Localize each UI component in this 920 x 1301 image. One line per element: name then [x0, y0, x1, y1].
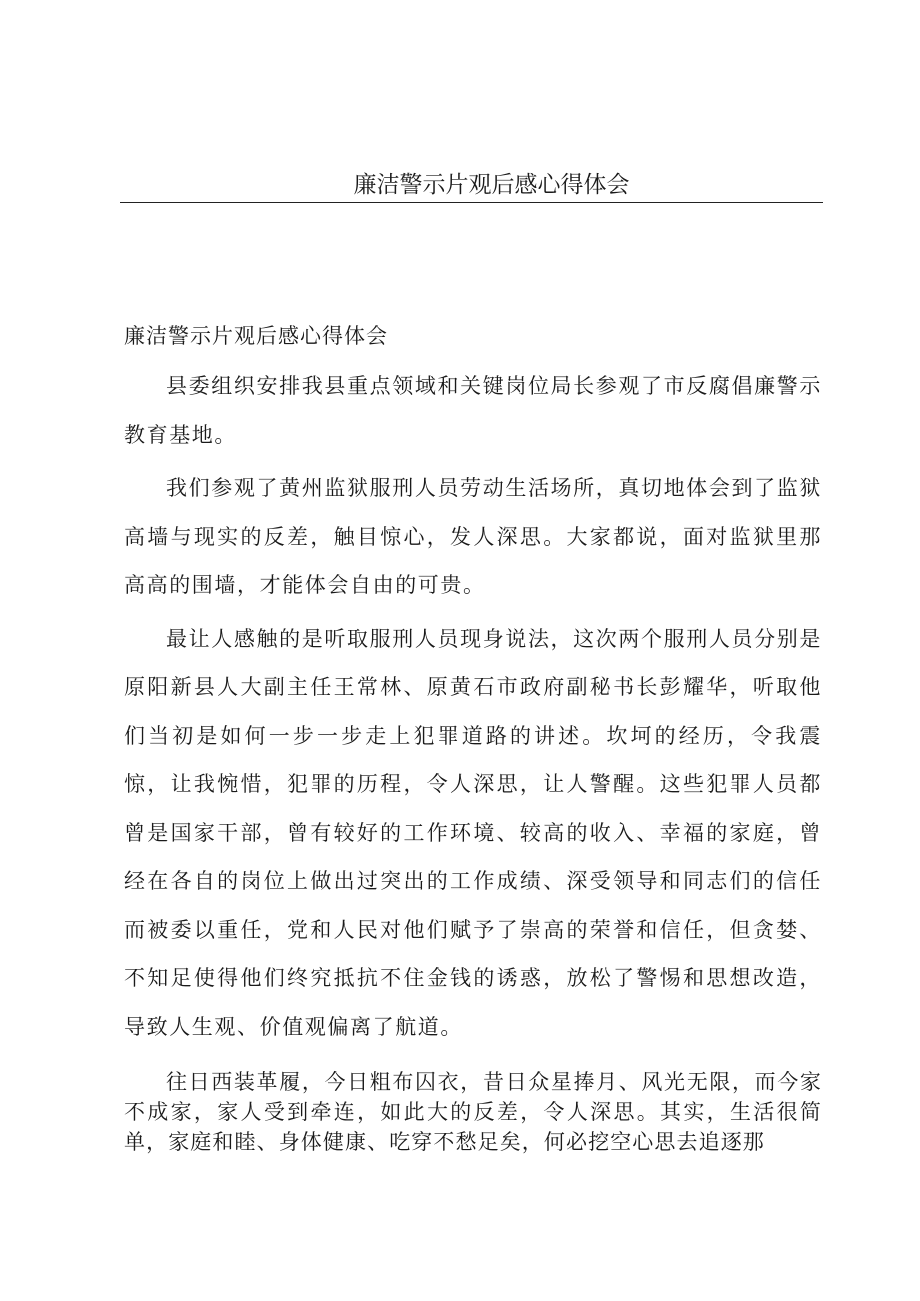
paragraph-2: 我们参观了黄州监狱服刑人员劳动生活场所，真切地体会到了监狱高墙与现实的反差，触目惊心，发人深思。大家都说，面对监狱里那高高的围墙，才能体会自由的可贵。	[124, 476, 822, 597]
document-title: 廉洁警示片观后感心得体会	[124, 324, 388, 348]
document-body	[124, 316, 822, 1162]
paragraph-4: 往日西装革履，今日粗布囚衣，昔日众星捧月、风光无限，而今家不成家，家人受到牵连，如此大的反差，令人深思。其实，生活很简单，家庭和睦、身体健康、吃穿不愁足矣，何必挖空心思去追逐那	[124, 1070, 822, 1154]
paragraph-3: 最让人感触的是听取服刑人员现身说法，这次两个服刑人员分别是原阳新县人大副主任王常林、原黄石市政府副秘书长彭耀华，听取他们当初是如何一步一步走上犯罪道路的讲述。坎坷的经历，令我震惊，让我惋惜，犯罪的历程，令人深思，让人警醒。这些犯罪人员都曾是国家干部，曾有较好的工作环境、较高的收入、幸福的家庭，曾经在各自的岗位上做出过突出的工作成绩、深受领导和同志们的信任而被委以重任，党和人民对他们赋予了崇高的荣誉和信任，但贪婪、不知足使得他们终究抵抗不住金钱的诱惑，放松了警惕和思想改造，导致人生观、价值观偏离了航道。	[124, 626, 822, 1039]
header-title: 廉洁警示片观后感心得体会	[353, 172, 630, 198]
paragraph-1: 县委组织安排我县重点领域和关键岗位局长参观了市反腐倡廉警示教育基地。	[124, 374, 822, 447]
page-header	[120, 168, 823, 203]
